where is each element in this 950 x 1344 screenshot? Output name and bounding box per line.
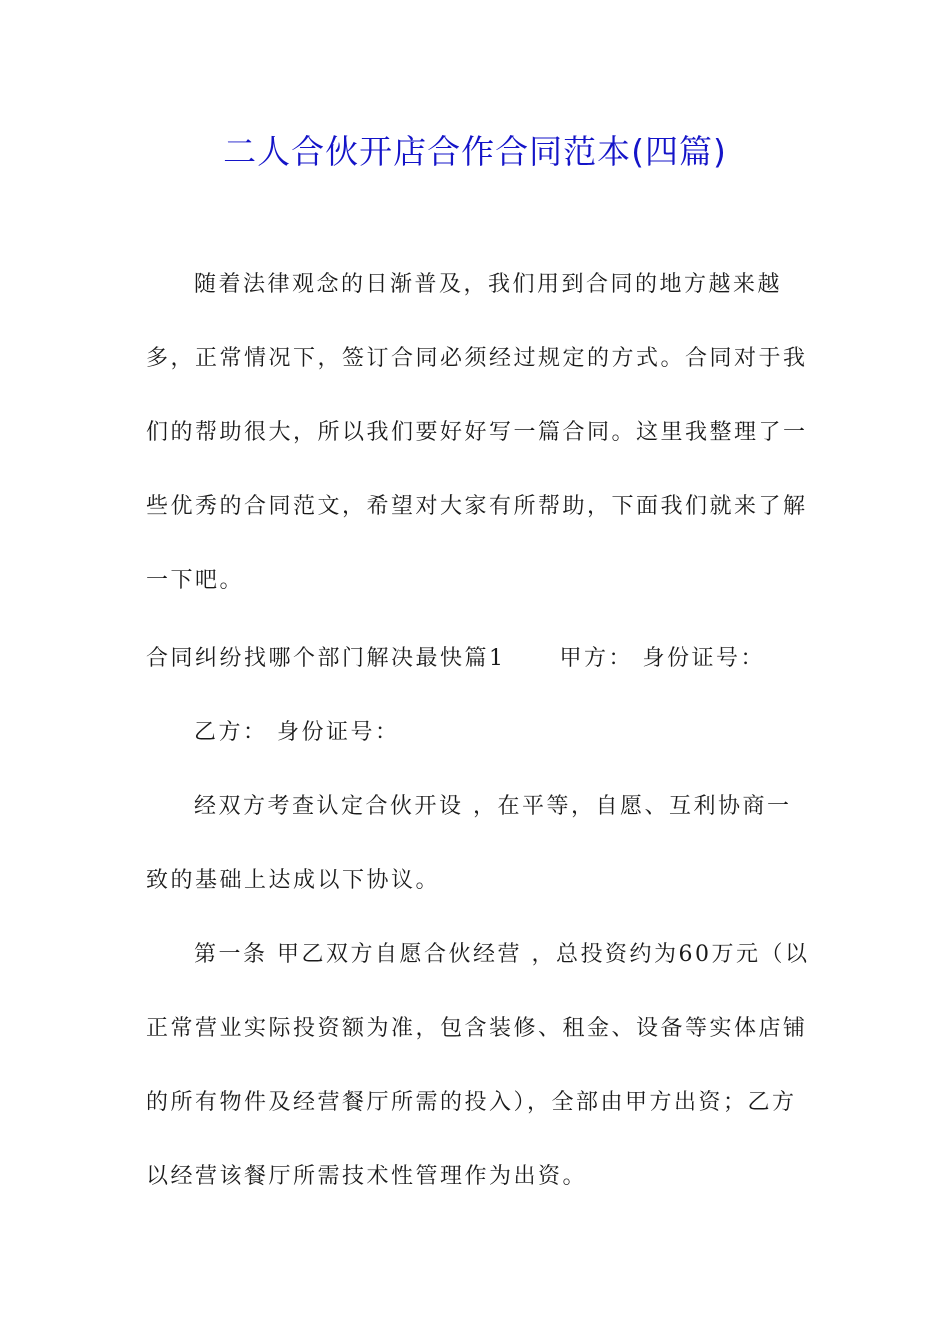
- party-b-line: 乙方： 身份证号：: [194, 720, 400, 745]
- intro-paragraph: 随着法律观念的日渐普及，我们用到合同的地方越来越多，正常情况下，签订合同必须经过规定的方式。合同对于我们的帮助很大，所以我们要好好写一篇合同。这里我整理了一些优秀的合同范文，希望对大家有所帮助，下面我们就来了解一下吧。: [146, 272, 808, 593]
- agreement-paragraph: 经双方考查认定合伙开设 ，在平等，自愿、互利协商一致的基础上达成以下协议。: [146, 794, 792, 893]
- party-a-line: 甲方： 身份证号：: [559, 646, 765, 671]
- section-heading: 合同纠纷找哪个部门解决最快篇1: [146, 646, 506, 671]
- section-heading-line: [146, 622, 810, 696]
- article-1-paragraph: 第一条 甲乙双方自愿合伙经营 ，总投资约为60万元（以正常营业实际投资额为准，包含装修、租金、设备等实体店铺的所有物件及经营餐厅所需的投入），全部由甲方出资；乙方以经营该餐厅所需技术性管理作为出资。: [146, 942, 810, 1189]
- document-title: 二人合伙开店合作合同范本(四篇): [223, 132, 727, 171]
